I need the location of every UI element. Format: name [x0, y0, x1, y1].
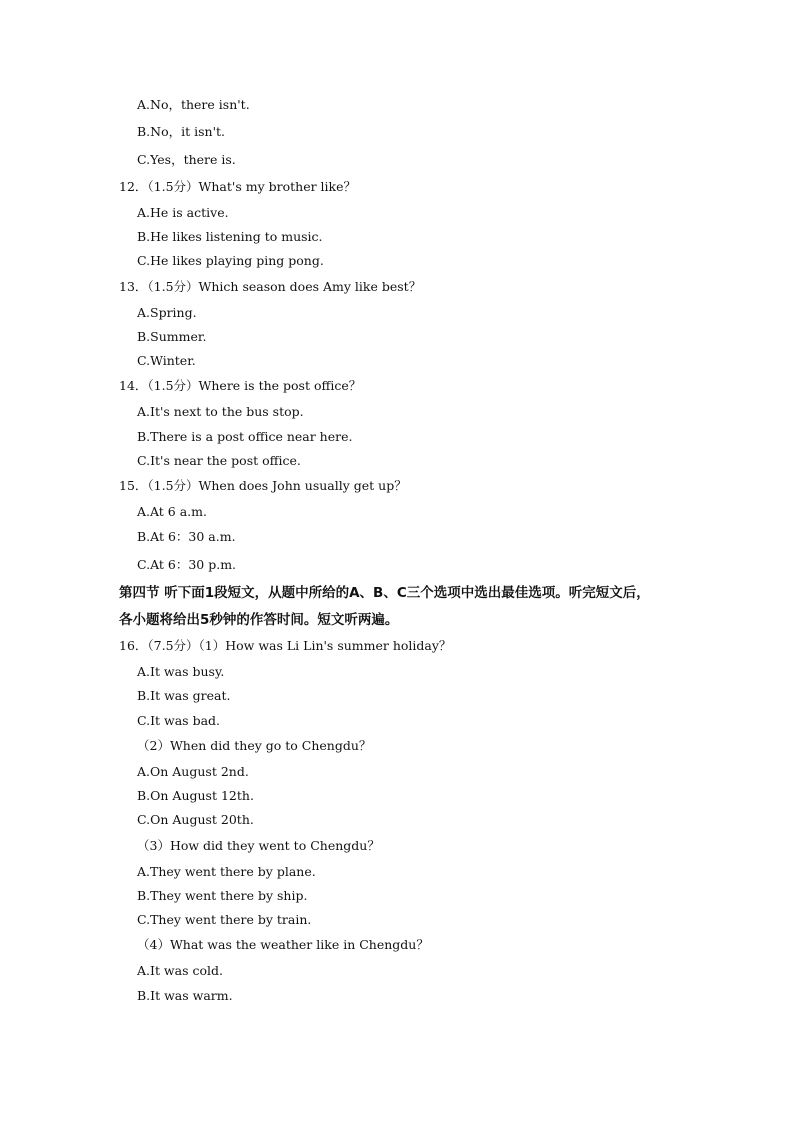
answer-option: A.On August 2nd. [137, 764, 249, 779]
answer-option: B.He likes listening to music. [137, 229, 323, 244]
answer-option: A.It's next to the bus stop. [137, 404, 304, 419]
answer-option: C.It's near the post office. [137, 453, 301, 468]
answer-option: B.At 6：30 a.m. [137, 529, 236, 544]
answer-option: C.On August 20th. [137, 812, 254, 827]
question-text: 15．（1.5分）When does John usually get up？ [119, 478, 407, 493]
answer-option: C.At 6：30 p.m. [137, 557, 237, 572]
answer-option: B.They went there by ship. [137, 888, 308, 903]
answer-option: A.At 6 a.m. [137, 504, 207, 519]
answer-option: C.Winter. [137, 353, 196, 368]
answer-option: A.Spring. [137, 305, 197, 320]
answer-option: A.It was busy. [137, 664, 225, 679]
section-instruction: 第四节 听下面1段短文，从题中所给的A、B、C三个选项中选出最佳选项。听完短文后， [119, 585, 650, 601]
answer-option: C.It was bad. [137, 713, 220, 728]
answer-option: C.They went there by train. [137, 912, 312, 927]
sub-question-text: （2）When did they go to Chengdu？ [137, 738, 372, 753]
answer-option: B.There is a post office near here. [137, 429, 353, 444]
answer-option: B.No，it isn't. [137, 124, 226, 139]
answer-option: A.It was cold. [137, 963, 223, 978]
answer-option: B.It was warm. [137, 988, 233, 1003]
answer-option: A.They went there by plane. [137, 864, 316, 879]
answer-option: B.Summer. [137, 329, 207, 344]
answer-option: B.On August 12th. [137, 788, 254, 803]
answer-option: B.It was great. [137, 688, 231, 703]
section-instruction: 各小题将给出5秒钟的作答时间。短文听两遍。 [119, 612, 399, 628]
answer-option: C.He likes playing ping pong. [137, 253, 324, 268]
question-text: 13．（1.5分）Which season does Amy like best？ [119, 279, 422, 294]
answer-option: A.No，there isn't. [137, 97, 250, 112]
answer-option: C.Yes，there is. [137, 152, 236, 167]
sub-question-text: （3）How did they went to Chengdu？ [137, 838, 380, 853]
question-text: 14．（1.5分）Where is the post office？ [119, 378, 362, 393]
question-text: 16．（7.5分）（1）How was Li Lin's summer holiday？ [119, 638, 452, 653]
question-text: 12．（1.5分）What's my brother like？ [119, 179, 357, 194]
answer-option: A.He is active. [137, 205, 229, 220]
sub-question-text: （4）What was the weather like in Chengdu？ [137, 937, 429, 952]
